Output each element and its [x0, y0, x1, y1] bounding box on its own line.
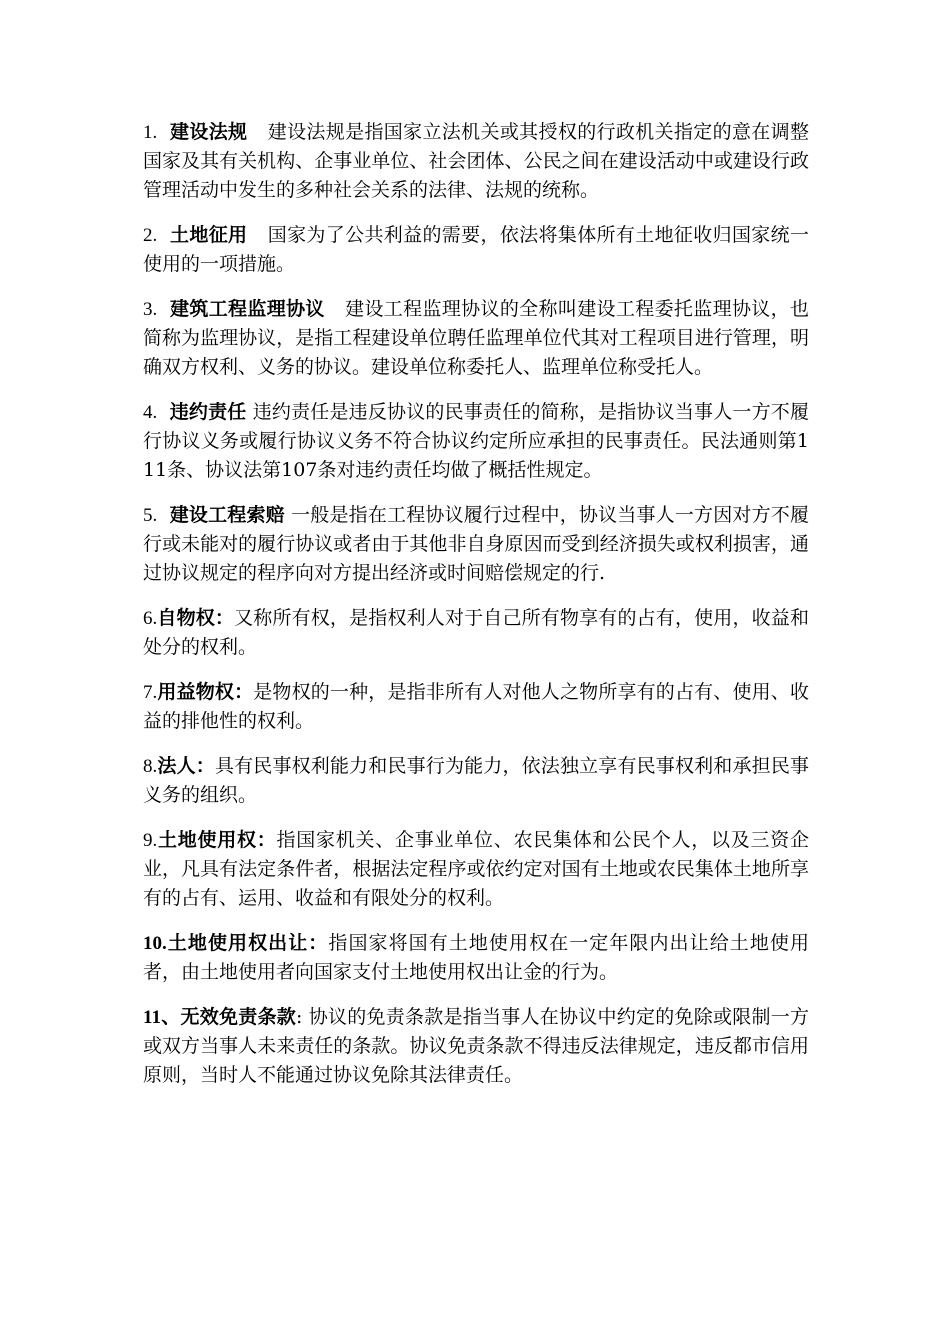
- entry-term: 土地使用权：: [157, 829, 277, 851]
- entry-body: 协议的免责条款是指当事人在协议中约定的免除或限制一方或双方当事人未来责任的条款。协议免责条款不得违反法律规定，违反都市信用原则，当时人不能通过协议免除其法律责任。: [143, 1006, 809, 1086]
- entry-number: 8.: [143, 756, 158, 777]
- entry-body: 违约责任是违反协议的民事责任的简称，是指协议当事人一方不履行协议义务或履行协议义务不符合协议约定所应承担的民事责任。民法通则第111条、协议法第107条对违约责任均做了概括性规定。: [143, 401, 809, 481]
- entry-term: 违约责任: [169, 401, 247, 423]
- entry-number: 1.: [143, 122, 158, 143]
- entry-term: 自物权：: [157, 607, 235, 629]
- entry-number: 10.: [143, 933, 167, 954]
- entry-number: 2.: [143, 225, 158, 246]
- definition-entry-4: [143, 398, 809, 485]
- definition-entry-1: [143, 118, 809, 205]
- entry-term: 无效免责条款: [180, 1006, 296, 1028]
- entry-body: 国家为了公共利益的需要，依法将集体所有土地征收归国家统一使用的一项措施。: [143, 224, 809, 275]
- definition-entry-2: [143, 221, 809, 279]
- entry-term: 用益物权：: [157, 681, 254, 703]
- definition-entry-8: [143, 752, 809, 810]
- definition-entry-10: [143, 929, 809, 987]
- entry-body: 建设法规是指国家立法机关或其授权的行政机关指定的意在调整国家及其有关机构、企事业单位、社会团体、公民之间在建设活动中或建设行政管理活动中发生的多种社会关系的法律、法规的统称。: [143, 121, 809, 201]
- entry-number: 5.: [143, 505, 158, 526]
- definition-entry-11: [143, 1003, 809, 1090]
- entry-body: 一般是指在工程协议履行过程中，协议当事人一方因对方不履行或未能对的履行协议或者由于其他非自身原因而受到经济损失或权利损害，通过协议规定的程序向对方提出经济或时间赔偿规定的行.: [143, 504, 809, 584]
- entry-separator: :: [295, 1006, 303, 1028]
- entry-body: 建设工程监理协议的全称叫建设工程委托监理协议，也简称为监理协议，是指工程建设单位聘任监理单位代其对工程项目进行管理，明确双方权利、义务的协议。建设单位称委托人、监理单位称受托人。: [143, 298, 809, 378]
- entry-number: 7.: [143, 682, 158, 703]
- entry-number: 9.: [143, 830, 158, 851]
- entry-body: 指国家将国有土地使用权在一定年限内出让给土地使用者，由土地使用者向国家支付土地使用权出让金的行为。: [143, 932, 809, 983]
- entry-body: 指国家机关、企事业单位、农民集体和公民个人，以及三资企业，凡具有法定条件者，根据法定程序或依约定对国有土地或农民集体土地所享有的占有、运用、收益和有限处分的权利。: [143, 829, 809, 909]
- entry-term: 建设工程索赔: [169, 504, 285, 526]
- document-page: [143, 118, 809, 1106]
- entry-body: 具有民事权利能力和民事行为能力，依法独立享有民事权利和承担民事义务的组织。: [143, 755, 809, 806]
- entry-number: 4.: [143, 402, 158, 423]
- entry-term: 建筑工程监理协议: [170, 298, 325, 320]
- entry-body: 又称所有权，是指权利人对于自己所有物享有的占有，使用，收益和处分的权利。: [143, 607, 809, 658]
- entry-number: 3.: [143, 299, 158, 320]
- definition-entry-6: [143, 604, 809, 662]
- entry-number: 6.: [143, 608, 158, 629]
- entry-body: 是物权的一种，是指非所有人对他人之物所享有的占有、使用、收益的排他性的权利。: [143, 681, 809, 732]
- definition-entry-3: [143, 295, 809, 382]
- entry-number: 11、: [143, 1007, 181, 1028]
- entry-term: 土地使用权出让：: [166, 932, 329, 954]
- definition-entry-9: [143, 826, 809, 913]
- entry-term: 法人：: [157, 755, 215, 777]
- entry-term: 土地征用: [170, 224, 248, 246]
- definition-entry-7: [143, 678, 809, 736]
- definition-entry-5: [143, 501, 809, 588]
- entry-term: 建设法规: [170, 121, 248, 143]
